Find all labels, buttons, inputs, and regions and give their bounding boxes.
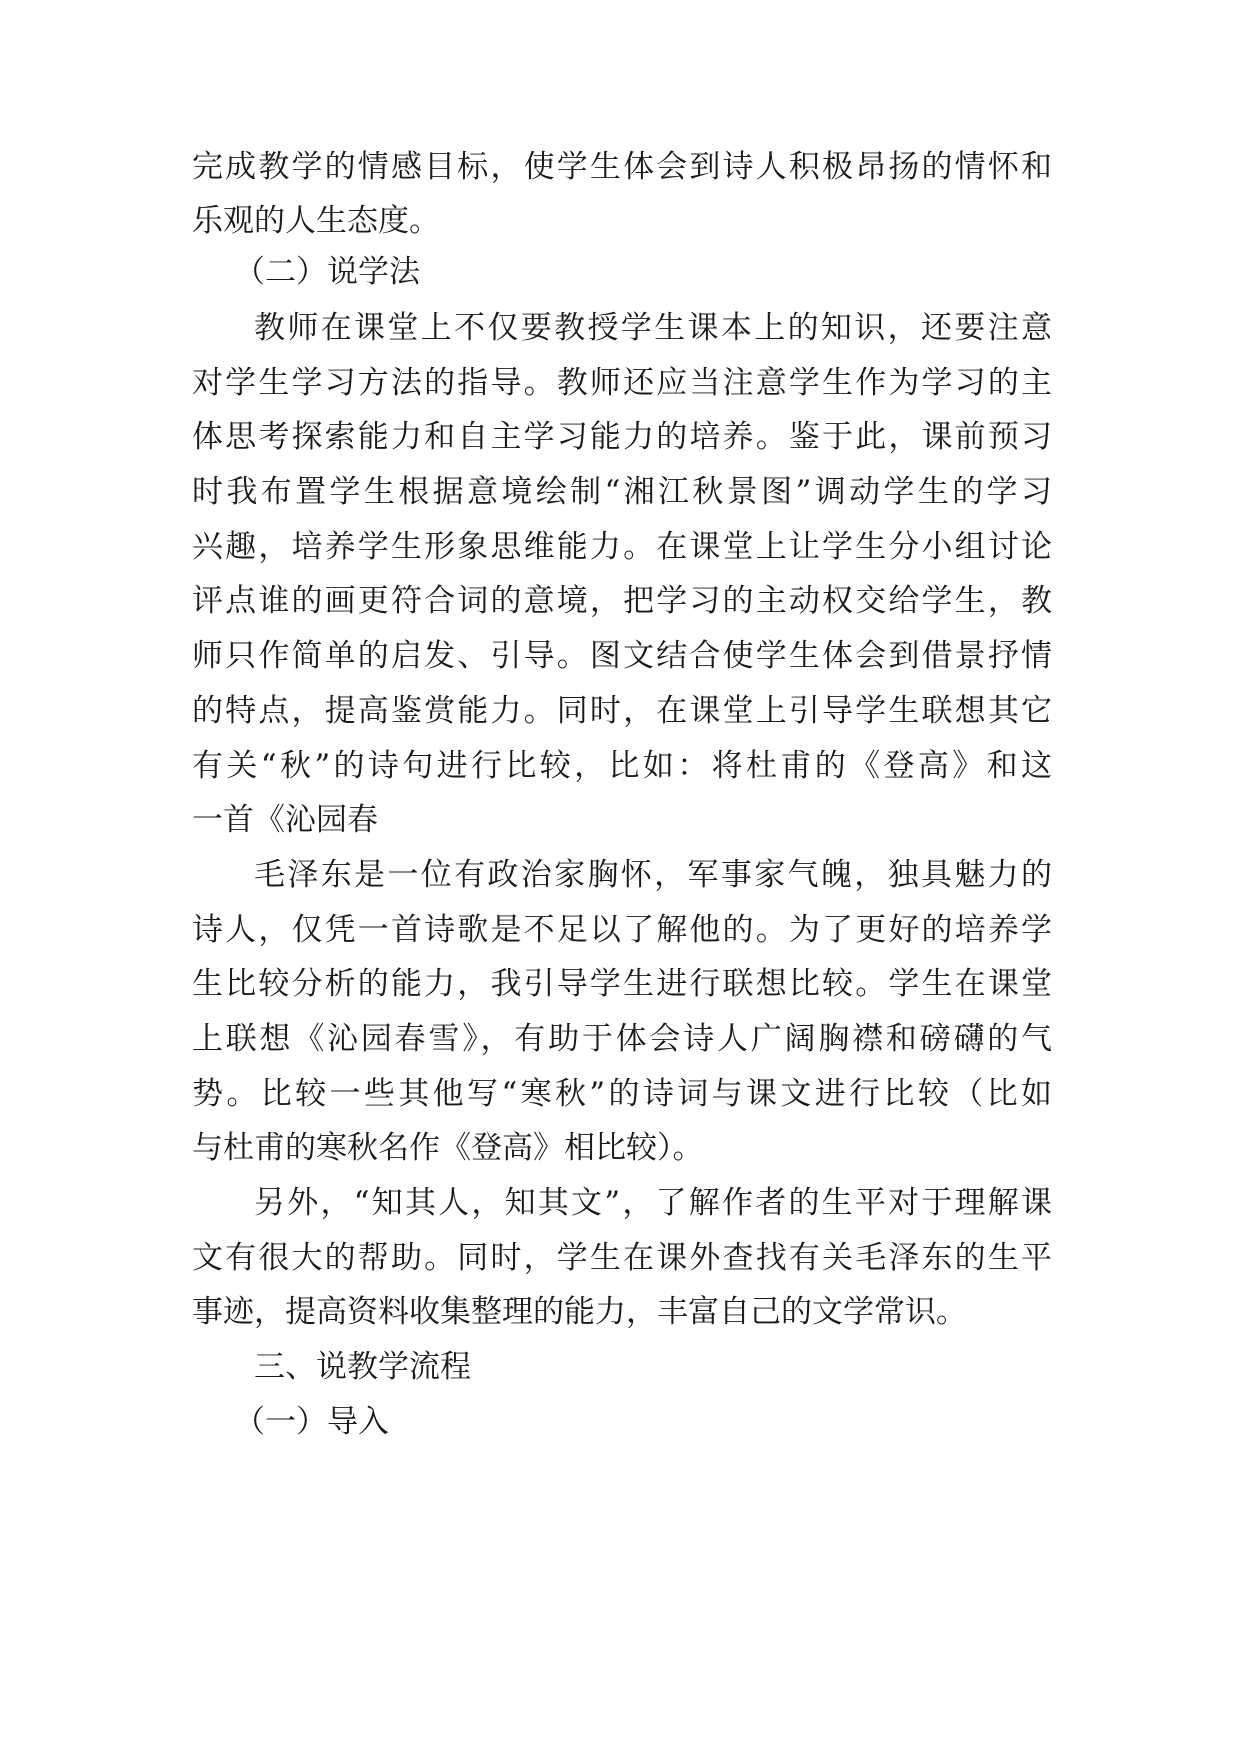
body-text-line: 另外，“知其人，知其文”，了解作者的生平对于理解课	[254, 1185, 1052, 1221]
body-text-line: 时我布置学生根据意境绘制“湘江秋景图”调动学生的学习	[192, 474, 1052, 510]
body-text-line: 完成教学的情感目标，使学生体会到诗人积极昂扬的情怀和	[192, 149, 1052, 185]
body-text-line: 势。比较一些其他写“寒秋”的诗词与课文进行比较（比如	[192, 1076, 1052, 1112]
body-text-line: 乐观的人生态度。	[192, 203, 440, 239]
body-text-line: 对学生学习方法的指导。教师还应当注意学生作为学习的主	[192, 365, 1052, 401]
body-text-line: 体思考探索能力和自主学习能力的培养。鉴于此，课前预习	[192, 419, 1052, 455]
section-heading-teaching-process: 三、说教学流程	[254, 1349, 471, 1385]
body-text-line: 的特点，提高鉴赏能力。同时，在课堂上引导学生联想其它	[192, 693, 1052, 729]
body-text-line: 评点谁的画更符合词的意境，把学习的主动权交给学生，教	[192, 583, 1052, 619]
body-text-line: 毛泽东是一位有政治家胸怀，军事家气魄，独具魅力的	[254, 857, 1052, 893]
section-heading-study-method: （二）说学法	[234, 254, 420, 290]
body-text-line: 师只作简单的启发、引导。图文结合使学生体会到借景抒情	[192, 638, 1052, 674]
body-text-line: 兴趣，培养学生形象思维能力。在课堂上让学生分小组讨论	[192, 529, 1052, 565]
body-text-line: 教师在课堂上不仅要教授学生课本上的知识，还要注意	[254, 310, 1052, 346]
subsection-heading-introduction: （一）导入	[234, 1404, 389, 1440]
body-text-line: 诗人，仅凭一首诗歌是不足以了解他的。为了更好的培养学	[192, 912, 1052, 948]
body-text-line: 一首《沁园春	[192, 802, 378, 838]
body-text-line: 生比较分析的能力，我引导学生进行联想比较。学生在课堂	[192, 966, 1052, 1002]
body-text-line: 与杜甫的寒秋名作《登高》相比较）。	[192, 1130, 704, 1166]
body-text-line: 有关“秋”的诗句进行比较，比如：将杜甫的《登高》和这	[192, 748, 1052, 784]
body-text-line: 文有很大的帮助。同时，学生在课外查找有关毛泽东的生平	[192, 1240, 1052, 1276]
body-text-line: 上联想《沁园春雪》，有助于体会诗人广阔胸襟和磅礴的气	[192, 1021, 1052, 1057]
body-text-line: 事迹，提高资料收集整理的能力，丰富自己的文学常识。	[192, 1294, 967, 1330]
